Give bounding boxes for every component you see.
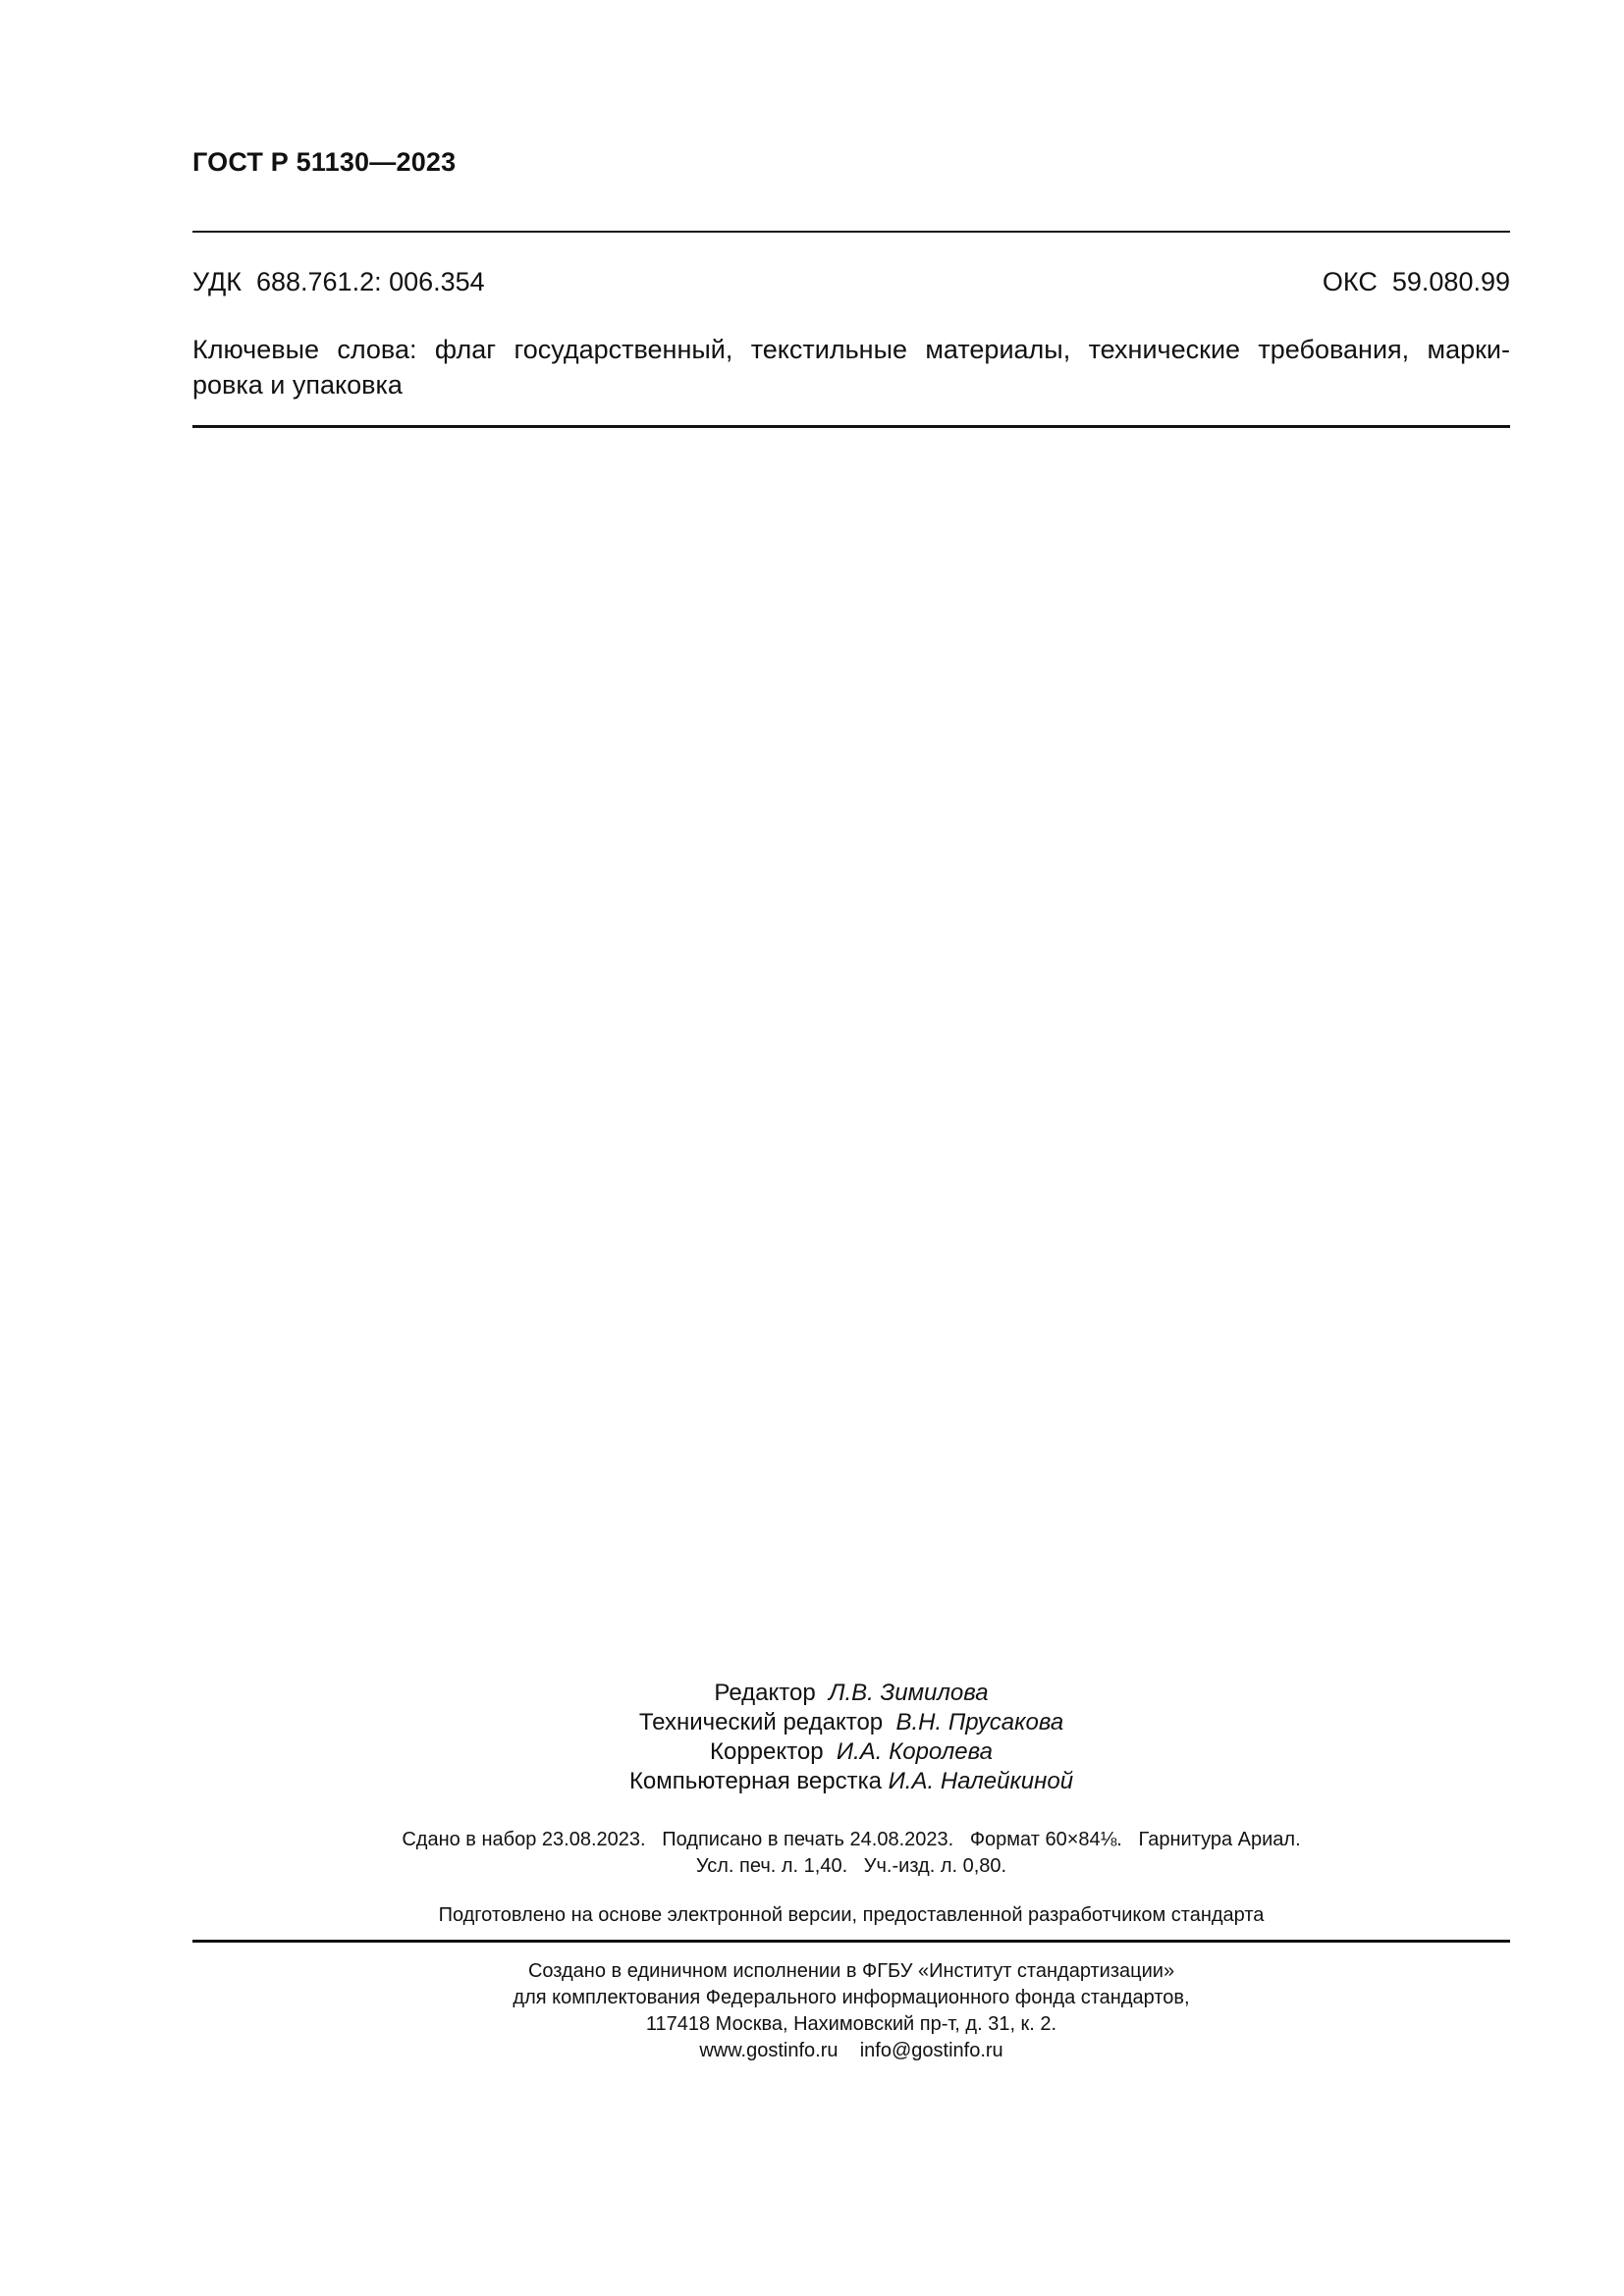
publisher-contacts (192, 2038, 1510, 2064)
udk-classification (192, 267, 485, 297)
keywords-divider (192, 425, 1510, 428)
top-divider (192, 231, 1510, 233)
editor-name: Л.В. Зимилова (829, 1680, 989, 1706)
oks-classification (1323, 267, 1510, 297)
keywords-line-2: ровка и упаковка (192, 370, 403, 400)
publisher-address: 117418 Москва, Нахимовский пр-т, д. 31, к. 2. (645, 2013, 1057, 2035)
tech-editor-name: В.Н. Прусакова (895, 1709, 1064, 1735)
oks-label: ОКС (1322, 267, 1378, 296)
oks-value: 59.080.99 (1391, 267, 1510, 296)
editor-row (192, 1679, 1510, 1708)
tech-editor-row (192, 1708, 1510, 1737)
udk-value: 688.761.2: 006.354 (255, 267, 485, 296)
layout-row (192, 1767, 1510, 1796)
corrector-role: Корректор (710, 1738, 824, 1765)
publisher-line-2: для комплектования Федерального информационного фонда стандартов, (513, 1987, 1190, 2008)
corrector-row (192, 1737, 1510, 1767)
corrector-name: И.А. Королева (836, 1738, 993, 1765)
layout-name: И.А. Налейкиной (888, 1768, 1074, 1794)
publisher-line-1: Создано в единичном исполнении в ФГБУ «Институт стандартизации» (527, 1960, 1175, 1982)
print-info-block (192, 1827, 1510, 1880)
document-code: ГОСТ Р 51130—2023 (192, 147, 457, 177)
credits-block (192, 1679, 1510, 1796)
tech-editor-role: Технический редактор (638, 1709, 884, 1735)
udk-label: УДК (192, 267, 242, 296)
keywords-block (192, 332, 1510, 402)
print-info-line-1: Сдано в набор 23.08.2023. Подписано в печать 24.08.2023. Формат 60×84⅛. Гарнитура Ариал. (402, 1829, 1301, 1850)
editor-role: Редактор (714, 1680, 816, 1706)
prepared-note: Подготовлено на основе электронной версии, предоставленной разработчиком стандарта (438, 1904, 1265, 1926)
website-link[interactable]: www.gostinfo.ru (699, 2040, 839, 2061)
publisher-divider (192, 1940, 1510, 1943)
keywords-line-1: Ключевые слова: флаг государственный, текстильные материалы, технические требования, марки- (192, 335, 1510, 364)
publisher-block (192, 1958, 1510, 2064)
print-info-line-2: Усл. печ. л. 1,40. Уч.-изд. л. 0,80. (695, 1855, 1007, 1877)
email-link[interactable]: info@gostinfo.ru (859, 2040, 1003, 2061)
layout-role: Компьютерная верстка (628, 1768, 882, 1794)
